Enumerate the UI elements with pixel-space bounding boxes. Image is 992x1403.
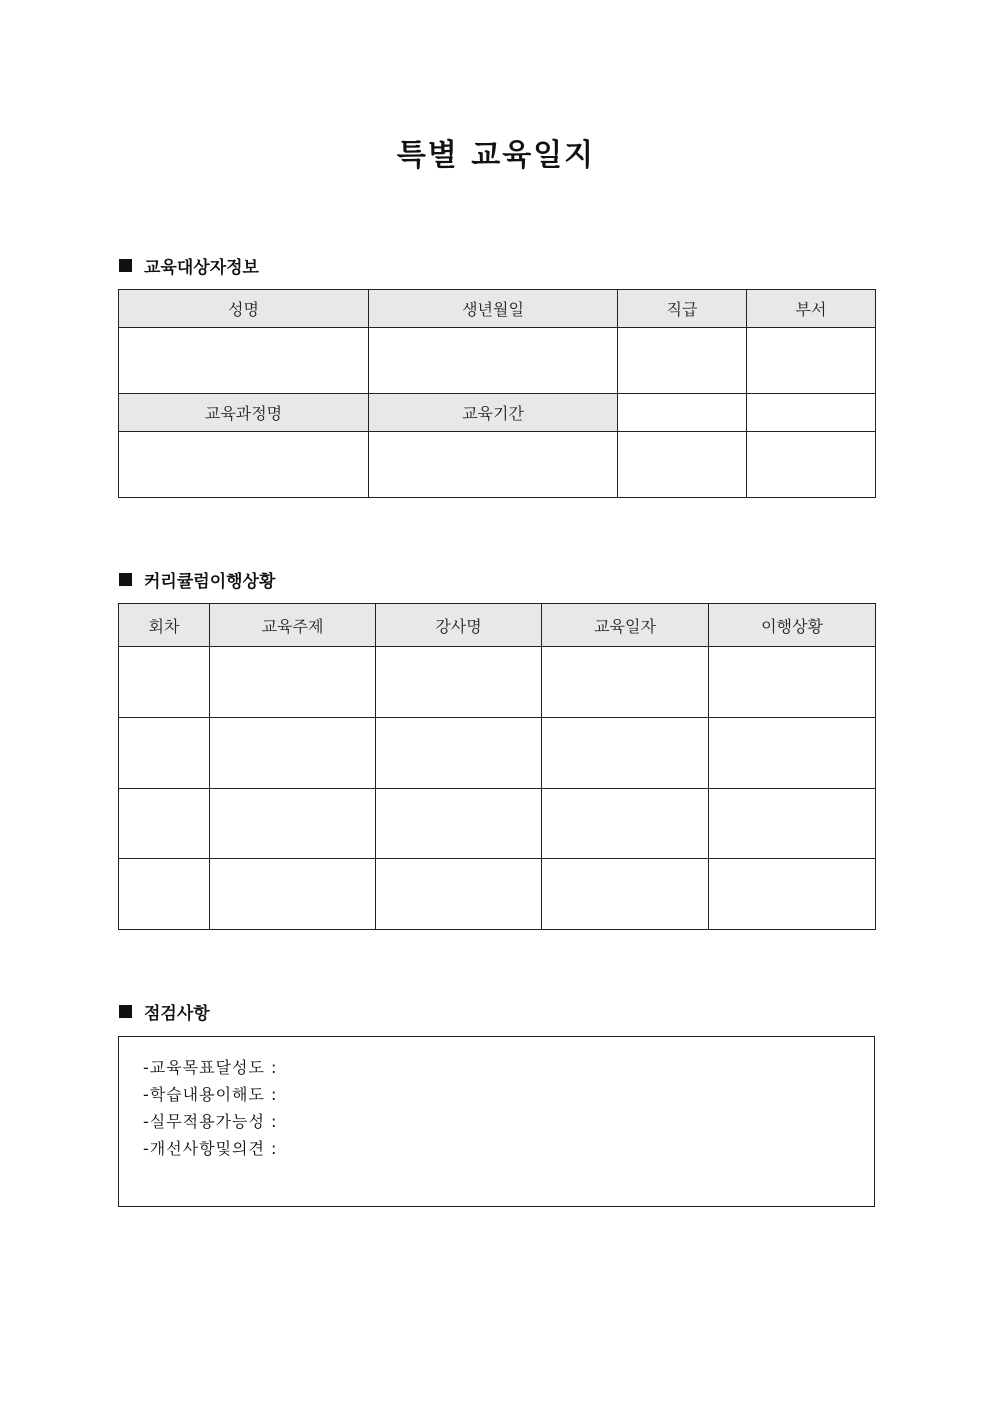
header-cell-course-name: 교육과정명 bbox=[119, 394, 369, 432]
table-cell[interactable] bbox=[376, 789, 542, 859]
table-cell[interactable] bbox=[119, 859, 210, 930]
table-row bbox=[119, 789, 876, 859]
header-cell-name: 성명 bbox=[119, 290, 369, 328]
square-bullet-icon bbox=[119, 259, 132, 272]
header-cell-instructor: 강사명 bbox=[376, 604, 542, 647]
section-heading-label: 커리큘럼이행상황 bbox=[144, 571, 276, 592]
table-cell[interactable] bbox=[119, 647, 210, 718]
section-heading-label: 교육대상자정보 bbox=[144, 257, 259, 278]
header-cell-period: 교육기간 bbox=[369, 394, 618, 432]
blank-cell bbox=[618, 394, 747, 432]
checklist-item-applicability: -실무적용가능성 : bbox=[143, 1112, 278, 1131]
table-cell[interactable] bbox=[210, 718, 376, 789]
square-bullet-icon bbox=[119, 1005, 132, 1018]
section-heading-curriculum bbox=[119, 567, 275, 591]
table-row bbox=[119, 859, 876, 930]
section-heading-target-info bbox=[119, 253, 259, 277]
header-cell-position: 직급 bbox=[618, 290, 747, 328]
table-row bbox=[119, 432, 876, 498]
input-cell-period[interactable] bbox=[369, 432, 618, 498]
table-row bbox=[119, 718, 876, 789]
table-cell[interactable] bbox=[210, 647, 376, 718]
header-cell-status: 이행상황 bbox=[709, 604, 876, 647]
input-cell-blank[interactable] bbox=[618, 432, 747, 498]
table-cell[interactable] bbox=[542, 789, 709, 859]
table-cell[interactable] bbox=[210, 859, 376, 930]
header-cell-topic: 교육주제 bbox=[210, 604, 376, 647]
target-info-table bbox=[118, 289, 876, 498]
table-header-row bbox=[119, 394, 876, 432]
section-heading-checklist bbox=[119, 999, 210, 1023]
table-row bbox=[119, 647, 876, 718]
table-cell[interactable] bbox=[376, 859, 542, 930]
table-cell[interactable] bbox=[709, 718, 876, 789]
header-cell-department: 부서 bbox=[747, 290, 876, 328]
table-header-row bbox=[119, 290, 876, 328]
table-cell[interactable] bbox=[119, 789, 210, 859]
checklist-item-goal-achievement: -교육목표달성도 : bbox=[143, 1058, 278, 1077]
input-cell-blank[interactable] bbox=[747, 432, 876, 498]
curriculum-table bbox=[118, 603, 876, 930]
checklist-box[interactable] bbox=[118, 1036, 875, 1207]
input-cell-position[interactable] bbox=[618, 328, 747, 394]
table-cell[interactable] bbox=[119, 718, 210, 789]
header-cell-date: 교육일자 bbox=[542, 604, 709, 647]
table-cell[interactable] bbox=[542, 647, 709, 718]
input-cell-name[interactable] bbox=[119, 328, 369, 394]
table-header-row bbox=[119, 604, 876, 647]
input-cell-department[interactable] bbox=[747, 328, 876, 394]
table-cell[interactable] bbox=[376, 647, 542, 718]
table-cell[interactable] bbox=[542, 859, 709, 930]
checklist-item-comprehension: -학습내용이해도 : bbox=[143, 1085, 278, 1104]
table-cell[interactable] bbox=[376, 718, 542, 789]
blank-cell bbox=[747, 394, 876, 432]
table-row bbox=[119, 328, 876, 394]
header-cell-session: 회차 bbox=[119, 604, 210, 647]
section-heading-label: 점검사항 bbox=[144, 1003, 210, 1024]
table-cell[interactable] bbox=[709, 859, 876, 930]
input-cell-course-name[interactable] bbox=[119, 432, 369, 498]
table-cell[interactable] bbox=[210, 789, 376, 859]
input-cell-birthdate[interactable] bbox=[369, 328, 618, 394]
square-bullet-icon bbox=[119, 573, 132, 586]
table-cell[interactable] bbox=[542, 718, 709, 789]
page-title: 특별 교육일지 bbox=[396, 138, 596, 173]
header-cell-birthdate: 생년월일 bbox=[369, 290, 618, 328]
table-cell[interactable] bbox=[709, 789, 876, 859]
checklist-item-improvements: -개선사항및의견 : bbox=[143, 1139, 278, 1158]
table-cell[interactable] bbox=[709, 647, 876, 718]
